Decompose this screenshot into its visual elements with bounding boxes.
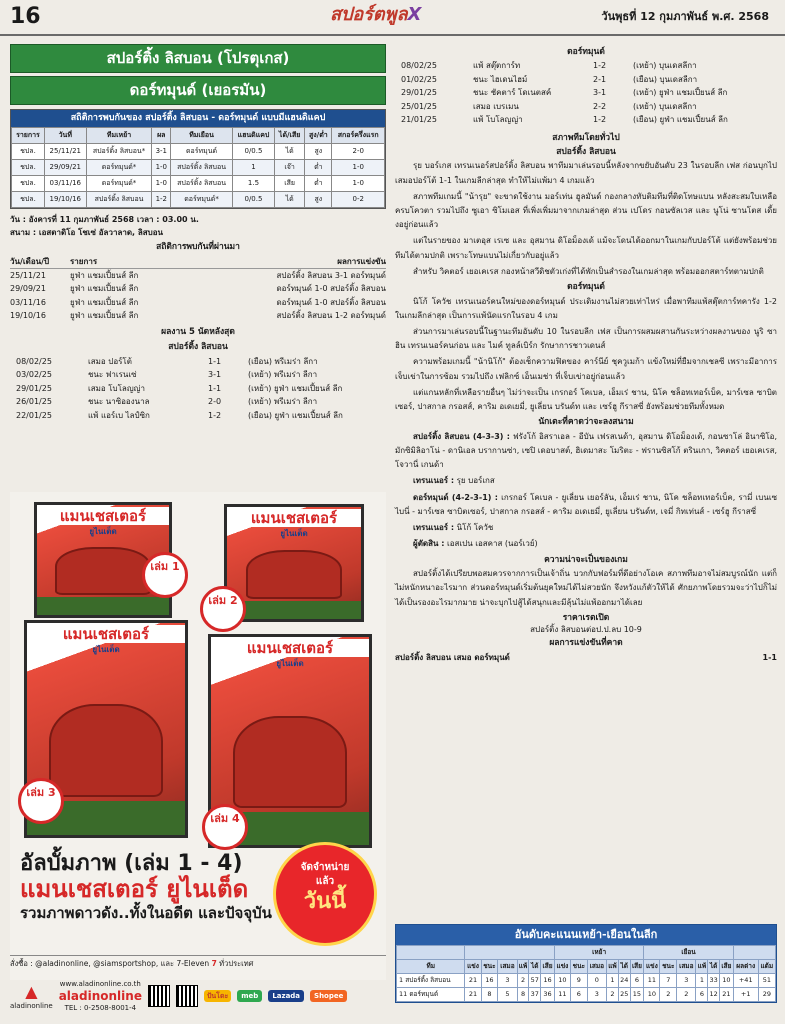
col-header: ทีมเยือน — [171, 127, 233, 143]
past-date: 19/10/16 — [10, 311, 46, 321]
price-value: สปอร์ติ้ง ลิสบอนต่อป.ป.ลบ 10-9 — [530, 625, 642, 635]
form-score: 3-1 — [593, 88, 607, 98]
player-figure — [246, 550, 343, 599]
form-date: 29/01/25 — [401, 88, 437, 98]
form-comp: (เหย้า) บุนเดสลีกา — [633, 61, 697, 71]
match-venue: สนาม : เอสตาดิโอ โชเซ่ อัลวาลาด, ลิสบอน — [10, 227, 163, 237]
list-item — [10, 269, 386, 283]
cell: เสีย — [275, 175, 305, 191]
page-number: 16 — [10, 4, 41, 29]
aladin-contact — [59, 980, 142, 1013]
col-header: แพ้ — [607, 959, 619, 973]
volume-badge-1: เล่ม 1 — [142, 552, 188, 598]
cell: สูง — [305, 191, 332, 207]
list-item — [395, 73, 777, 87]
handicap-stats-table — [11, 127, 385, 208]
col-header: เสมอ — [677, 959, 696, 973]
form-date: 22/01/25 — [16, 410, 52, 420]
col-header: ชนะ — [481, 959, 498, 973]
group-header-home: เหย้า — [554, 945, 643, 959]
brand-main: สปอร์ตพูล — [330, 4, 408, 25]
cell: 2 — [517, 973, 529, 987]
away-team-banner: ดอร์ทมุนด์ (เยอรมัน) — [10, 76, 386, 105]
player-figure — [49, 704, 163, 797]
col-header: ทีมเหย้า — [86, 127, 152, 143]
coach-label: เทรนเนอร์ : — [413, 476, 455, 486]
col-header: สูง/ต่ำ — [305, 127, 332, 143]
form-score: 2-1 — [593, 74, 607, 84]
form-result: แพ้ สตุ๊ตการ์ท — [473, 61, 521, 71]
form-score: 1-2 — [208, 410, 222, 420]
cell: 6 — [630, 973, 644, 987]
aladin-logo — [10, 982, 53, 1011]
cell: ได้ — [275, 191, 305, 207]
form-result: ชนะ ฟาเรนเซ่ — [88, 370, 137, 380]
album-team-name: แมนเชสเตอร์ ยูไนเต็ด — [20, 875, 249, 903]
col-header: ผล — [152, 127, 171, 143]
sticker-line-2: แล้ว — [315, 876, 335, 887]
cell: 29 — [758, 987, 775, 1001]
table-row — [12, 191, 385, 207]
cell: ดอร์ทมุนด์* — [171, 191, 233, 207]
pando-logo: ปันโดะ — [204, 990, 231, 1003]
cell: 0 — [587, 973, 606, 987]
cell: 33 — [708, 973, 720, 987]
list-item — [395, 114, 777, 128]
past-result: สปอร์ติ้ง ลิสบอน 1-2 ดอร์ทมุนด์ — [276, 311, 386, 321]
form-result: เสมอ โบโลญญ่า — [88, 383, 145, 393]
col-header: ชนะ — [570, 959, 587, 973]
past-result: ดอร์ทมุนด์ 1-0 สปอร์ติ้ง ลิสบอน — [276, 297, 386, 307]
sporting-paragraph: สภาพทีมเกมนี้ "น้ารุย" จะขาดใช้งาน มอร์เท่น ฮูลมันด์ กองกลางทับติมทีมที่ติดโทษแบน หลังสะสมใบเหลือครบโควตา รวมไปถึง ซูเอา ซิโมเอส ที่เพิ่งเพิ่มมาจากเกมล่าสุด ส่วน เปโดร กอนซัลเวส และ นูโน่ ซานโตส เดี้ยงอยู่ก่อนแล้ว — [395, 191, 777, 230]
cell: 9 — [570, 973, 587, 987]
col-header: ได้ — [618, 959, 630, 973]
cell: 21 — [465, 987, 481, 1001]
cell: 11 — [644, 973, 660, 987]
list-item — [395, 87, 777, 101]
sporting-coach — [395, 474, 777, 488]
cell: 25/11/21 — [44, 143, 86, 159]
col-header: แข่ง — [465, 959, 481, 973]
past-comp: ยูฟ่า แชมเปี้ยนส์ ลีก — [70, 297, 139, 307]
sporting-lineup-players: ฟรังโก้ อิสราเอล - อีบัน เฟรสเนด้า, อุสมาน ดิโอม็องเด้, กอนซาโล่ อินาซิโอ, มักซิมิลิอาโน่ - ดานิเอล บรากานซ่า, เซปิ เดอบาสต์, ฮิเดมาสะ โมริตะ - ฟรานซิสโก้ ตรินเกา, วิคตอร์ เยอเคเรส, โจวานี่ เกนด้า — [395, 431, 777, 470]
col-header: วันที่ — [44, 127, 86, 143]
form-result: เสมอ ปอร์โต้ — [88, 356, 132, 366]
dortmund-paragraph: ส่วนการมาเล่นรอบนี้ในฐานะทีมอันดับ 10 ในรอบลีก เฟส เป็นการผสมผสานกันระหว่างผลงานของ นูริ ซาฮิน เทรนเนอร์คนก่อน และ ไมค์ ทูลล์เบิร์ก รักษาการชาวเดนส์ — [395, 327, 777, 351]
issue-date: วันพุธที่ 12 กุมภาพันธ์ พ.ศ. 2568 — [601, 10, 769, 23]
cell: ดอร์ทมุนด์ — [171, 143, 233, 159]
past-result: ดอร์ทมุนด์ 1-0 สปอร์ติ้ง ลิสบอน — [276, 284, 386, 294]
qr-code-icon — [148, 985, 170, 1007]
prediction-text: สปอร์ติ้ง ลิสบอน เสมอ ดอร์ทมุนด์ — [395, 652, 510, 662]
cell: 6 — [570, 987, 587, 1001]
cell: 10 — [644, 987, 660, 1001]
form-comp: (เยือน) ยูฟ่า แชมเปี้ยนส์ ลีก — [248, 410, 343, 420]
cell: 7 — [660, 973, 677, 987]
cell: 37 — [529, 987, 541, 1001]
form-score: 2-0 — [208, 397, 222, 407]
sporting-paragraph: รุย บอร์เกส เทรนเนอร์สปอร์ติ้ง ลิสบอน พาทีมมาเล่นรอบนี้หลังจากขยับอันดับ 23 ในรอบลีก เฟส ก่อนบุกไปเสมอปอร์โต้ 1-1 ในเกมลีกล่าสุด ทำให้ไม่แพ้มา 4 เกมแล้ว — [395, 161, 777, 185]
col-header: ชนะ — [660, 959, 677, 973]
col-header: เสีย — [719, 959, 733, 973]
lazada-logo: Lazada — [268, 990, 304, 1003]
coach-label: เทรนเนอร์ : — [413, 523, 455, 533]
col-header: แต้ม — [758, 959, 775, 973]
cell: 57 — [529, 973, 541, 987]
col-header: แฮนดิแคป — [232, 127, 274, 143]
outlook-title: ความน่าจะเป็นของเกม — [544, 554, 628, 565]
list-item — [10, 309, 386, 323]
sporting-section-title: สปอร์ติ้ง ลิสบอน — [556, 146, 616, 157]
form-comp: (เยือน) ยูฟ่า แชมเปี้ยนส์ ลีก — [633, 115, 728, 125]
cell: 2 — [607, 987, 619, 1001]
cell: สูง — [305, 143, 332, 159]
cell: ชปล. — [12, 175, 45, 191]
col-header: เสมอ — [498, 959, 517, 973]
cell: 10 — [554, 973, 570, 987]
past-result: สปอร์ติ้ง ลิสบอน 3-1 ดอร์ทมุนด์ — [276, 270, 386, 280]
col-header: ได้ — [529, 959, 541, 973]
past-meetings-title: สถิติการพบกันที่ผ่านมา — [156, 241, 240, 252]
cell: 0-2 — [332, 191, 385, 207]
cell: 1 — [232, 159, 274, 175]
form-comp: (เยือน) บุนเดสลีกา — [633, 74, 698, 84]
cell: ชปล. — [12, 191, 45, 207]
shopee-logo: Shopee — [310, 990, 347, 1003]
cell: 1-0 — [332, 159, 385, 175]
cell: ได้ — [275, 143, 305, 159]
cell: 3 — [677, 973, 696, 987]
page-header — [0, 0, 785, 36]
player-figure — [55, 547, 150, 595]
order-text: สั่งซื้อ : @aladinonline, @siamsportshop, และ 7-Eleven — [10, 959, 210, 968]
col-header: แข่ง — [554, 959, 570, 973]
list-item — [10, 409, 386, 423]
cell: 1-0 — [152, 159, 171, 175]
form-result: ชนะ ชัคตาร์ โดเนตสค์ — [473, 88, 552, 98]
form-date: 21/01/25 — [401, 115, 437, 125]
group-header — [465, 945, 554, 959]
volume-badge-4: เล่ม 4 — [202, 804, 248, 850]
sporting-lineup-label: สปอร์ติ้ง ลิสบอน (4-3-3) : — [413, 431, 510, 441]
col-header: แพ้ — [517, 959, 529, 973]
volume-badge-3: เล่ม 3 — [18, 778, 64, 824]
cell: 25 — [618, 987, 630, 1001]
sporting-paragraph: สำหรับ วิคตอร์ เยอเคเรส กองหน้าสวีดิชตัวเก่งที่ได้พักเป็นสำรองในเกมล่าสุด พร้อมออกสตาร์ทตามปกติ — [413, 266, 764, 276]
cell: ชปล. — [12, 143, 45, 159]
prediction-score: 1-1 — [762, 652, 777, 662]
form-result: ชนะ ไฮเดนไฮม์ — [473, 74, 528, 84]
cell: ชปล. — [12, 159, 45, 175]
group-header-away: เยือน — [644, 945, 733, 959]
past-comp: ยูฟ่า แชมเปี้ยนส์ ลีก — [70, 270, 139, 280]
aladin-a-icon: ▲ — [25, 981, 38, 1001]
dortmund-section-title: ดอร์ทมุนด์ — [567, 282, 605, 292]
cell: 6 — [696, 987, 708, 1001]
sticker-line-1: จัดจำหน่าย — [300, 862, 350, 873]
cell: 11 — [554, 987, 570, 1001]
past-meetings-header — [10, 255, 386, 269]
past-comp: ยูฟ่า แชมเปี้ยนส์ ลีก — [70, 311, 139, 321]
col-header: เสีย — [541, 959, 555, 973]
prediction-row — [395, 651, 777, 665]
album-tagline: รวมภาพดาวดัง..ทั้งในอดีต และปัจจุบัน — [20, 904, 272, 922]
form-result: เสมอ เบรเมน — [473, 101, 519, 111]
cover-title: แมนเชสเตอร์ — [211, 639, 369, 657]
cell: สปอร์ติ้ง ลิสบอน — [86, 191, 152, 207]
form-comp: (เหย้า) พรีเมร่า ลีกา — [248, 370, 318, 380]
match-datetime: วัน : อังคารที่ 11 กุมภาพันธ์ 2568 เวลา : 03.00 น. — [10, 214, 199, 224]
form-date: 08/02/25 — [401, 61, 437, 71]
cell: 2 — [660, 987, 677, 1001]
cover-subtitle: ยูไนเต็ด — [89, 527, 117, 536]
cell: 1 — [696, 973, 708, 987]
referee-name: เอสเปน เอสคาส (นอร์เวย์) — [446, 539, 538, 549]
form-comp: (เหย้า) พรีเมร่า ลีกา — [248, 397, 318, 407]
cell: 1-0 — [152, 175, 171, 191]
dortmund-lineup-players: เกรกอร์ โคเบล - ยูเลี่ยน เยอร์ลัน, เอ็มเร่ ชาน, นิโค ชล็อทเทอร์เบ็ค, รามี่ เบนเซไบนี่ - มาร์เซล ซาบิตเซอร์, ปาสกาล กรอสส์ - คาริม อเดเยมี่, ยูเลี่ยน บรันด์ท, เจมี่ กิทเท่นส์ - เซร์ฮู กีราสซี่ — [395, 492, 778, 516]
form-score: 1-2 — [593, 115, 607, 125]
cell: 12 — [708, 987, 720, 1001]
brand-logo — [330, 4, 421, 27]
cell: 1 — [607, 973, 619, 987]
form-comp: (เหย้า) บุนเดสลีกา — [633, 101, 697, 111]
cell: 3 — [587, 987, 606, 1001]
qr-code-icon — [176, 985, 198, 1007]
cell: 24 — [618, 973, 630, 987]
header-comp: รายการ — [70, 256, 98, 266]
col-header: ได้ — [708, 959, 720, 973]
dortmund-form-title: ดอร์ทมุนด์ — [567, 47, 605, 57]
cell: ต่ำ — [305, 159, 332, 175]
right-column — [395, 44, 777, 665]
pitch-strip — [227, 601, 361, 619]
league-standings-title: อันดับคะแนนเหย้า-เยือนในลีก — [396, 925, 776, 945]
cell: 51 — [758, 973, 775, 987]
form-comp: (เยือน) พรีเมร่า ลีกา — [248, 356, 318, 366]
cell: 0/0.5 — [232, 191, 274, 207]
meb-logo: meb — [237, 990, 262, 1003]
dortmund-paragraph: ความพร้อมเกมนี้ "น้านิโก้" ต้องเช็กความฟิตของ คาร์นีย์ ชุควูเมก้า แข้งใหม่ที่ยืมจากเชลซี เพราะมีอาการเจ็บเข่าในการซ้อม รวมไปถึง เฟลิกซ์ เอ็นเมช่า ที่เจ็บเข่าอยู่ก่อนแล้ว — [395, 357, 777, 381]
volume-badge-2: เล่ม 2 — [200, 586, 246, 632]
outlook-paragraph: สปอร์ติ้งได้เปรียบพอสมควรจากการเป็นเจ้าถิ่น บวกกับฟอร์มที่ดีอย่างโอเค สภาพทีมอาจไม่สมบูรณ์นัก แต่ก็ไม่หนักหนาอะไรมาก ส่วนดอร์ทมุนด์เริ่มต้นยุคใหม่ได้ไม่สวยนัก จึงหวังแก้ตัวให้ได้ ศักยภาพโดยรวมจะว่าไปก็ไม่ได้เป็นรองอะไรมากมาย น่าจะบุกไปสู้ได้สนุกและมีลุ้นไม่แพ้ออกมาได้เลย — [395, 569, 777, 607]
coach-name: รุย บอร์เกส — [456, 476, 495, 486]
brand-x: X — [407, 4, 422, 25]
past-date: 29/09/21 — [10, 284, 46, 294]
col-header: ผลต่าง — [733, 959, 758, 973]
list-item — [10, 296, 386, 310]
group-header — [397, 945, 465, 959]
cell: สปอร์ติ้ง ลิสบอน — [171, 175, 233, 191]
list-item — [395, 100, 777, 114]
form-date: 03/02/25 — [16, 370, 52, 380]
header-result: ผลการแข่งขัน — [337, 256, 386, 266]
table-row — [397, 973, 776, 987]
dortmund-coach — [395, 521, 777, 535]
past-comp: ยูฟ่า แชมเปี้ยนส์ ลีก — [70, 284, 139, 294]
cell: 15 — [630, 987, 644, 1001]
cell: 0/0.5 — [232, 143, 274, 159]
cover-title: แมนเชสเตอร์ — [227, 509, 361, 527]
cell: ต่ำ — [305, 175, 332, 191]
past-date: 25/11/21 — [10, 270, 46, 280]
form-comp: (เหย้า) ยูฟ่า แชมเปี้ยนส์ ลีก — [248, 383, 343, 393]
list-item — [10, 382, 386, 396]
aladin-site: www.aladinonline.co.th — [59, 979, 141, 988]
list-item — [10, 396, 386, 410]
cell: 10 — [719, 973, 733, 987]
aladin-wordmark: aladinonline — [58, 988, 142, 1003]
cell: สปอร์ติ้ง ลิสบอน — [171, 159, 233, 175]
form-score: 1-2 — [593, 61, 607, 71]
lineup-title: นักเตะที่คาดว่าจะลงสนาม — [538, 417, 634, 428]
group-header — [733, 945, 775, 959]
cover-subtitle: ยูไนเต็ด — [280, 529, 308, 538]
referee-label: ผู้ตัดสิน : — [413, 539, 445, 549]
sporting-paragraph: แต่ในรายของ มาเตอุส เรเซ และ อุสมาน ดิโอม็องเด้ แม้จะโดนได้ออกมาในเกมกับปอร์โต้ แต่ยังพร้อมช่วยทีมได้ตามปกติ เพราะโทษแบนไม่เกี่ยวกับอยู่แล้ว — [395, 236, 777, 260]
form-date: 26/01/25 — [16, 397, 52, 407]
form-title: ผลงาน 5 นัดหลังสุด — [161, 326, 235, 337]
list-item — [10, 355, 386, 369]
col-header: เสีย — [630, 959, 644, 973]
team-cell: 11 ดอร์ทมุนด์ — [397, 987, 465, 1001]
referee — [395, 537, 777, 551]
player-figure — [233, 716, 347, 808]
form-comp: (เหย้า) ยูฟ่า แชมเปี้ยนส์ ลีก — [633, 88, 728, 98]
col-header: ทีม — [397, 959, 465, 973]
col-header: แข่ง — [644, 959, 660, 973]
pitch-strip — [37, 597, 169, 615]
cell: 3-1 — [152, 143, 171, 159]
cover-title: แมนเชสเตอร์ — [27, 625, 185, 643]
form-score: 3-1 — [208, 370, 222, 380]
sticker-line-3: วันนี้ — [303, 889, 347, 914]
cell: 2-0 — [332, 143, 385, 159]
table-row — [397, 987, 776, 1001]
available-now-sticker — [273, 842, 377, 946]
form-result: แพ้ โบโลญญ่า — [473, 115, 523, 125]
aladin-label: aladinonline — [10, 1001, 53, 1010]
album-title: อัลบั้มภาพ (เล่ม 1 - 4) — [20, 851, 243, 876]
order-channels — [10, 955, 386, 968]
cell: 21 — [465, 973, 481, 987]
cell: 8 — [481, 987, 498, 1001]
header-date: วัน/เดือน/ปี — [10, 256, 50, 266]
cell: 1-0 — [332, 175, 385, 191]
cell: 2 — [677, 987, 696, 1001]
col-header: รายการ — [12, 127, 45, 143]
order-tail: ทั่วประเทศ — [219, 959, 254, 968]
cell: +1 — [733, 987, 758, 1001]
match-info — [10, 215, 386, 238]
form-team: สปอร์ติ้ง ลิสบอน — [168, 341, 228, 352]
cell: 8 — [517, 987, 529, 1001]
cover-subtitle: ยูไนเต็ด — [276, 659, 304, 668]
table-row — [12, 159, 385, 175]
cover-title: แมนเชสเตอร์ — [37, 507, 169, 525]
cell: 03/11/16 — [44, 175, 86, 191]
cell: 5 — [498, 987, 517, 1001]
form-score: 1-1 — [208, 383, 222, 393]
cell: สปอร์ติ้ง ลิสบอน* — [86, 143, 152, 159]
cell: ดอร์ทมุนด์* — [86, 159, 152, 175]
general-title: สภาพทีมโดยทั่วไป — [552, 133, 620, 144]
seven-eleven-icon: 7 — [211, 959, 217, 968]
col-header: ได้/เสีย — [275, 127, 305, 143]
cell: 19/10/16 — [44, 191, 86, 207]
team-cell: 1 สปอร์ติ้ง ลิสบอน — [397, 973, 465, 987]
list-item — [10, 369, 386, 383]
col-header: แพ้ — [696, 959, 708, 973]
home-team-banner: สปอร์ติ้ง ลิสบอน (โปรตุเกส) — [10, 44, 386, 73]
cell: ดอร์ทมุนด์* — [86, 175, 152, 191]
form-date: 29/01/25 — [16, 383, 52, 393]
cell: 36 — [541, 987, 555, 1001]
form-score: 2-2 — [593, 101, 607, 111]
league-standings-box — [395, 924, 777, 1003]
handicap-stats-box — [10, 109, 386, 209]
cell: 16 — [541, 973, 555, 987]
form-result: ชนะ นาซิอองนาล — [88, 397, 150, 407]
form-result: แพ้ แอร์เบ ไลป์ซิก — [88, 410, 150, 420]
dortmund-paragraph: นิโก้ โควัช เทรนเนอร์คนใหม่ของดอร์ทมุนด์ ประเดิมงานไม่สวยเท่าไหร่ เมื่อพาทีมแพ้สตุ๊ตการ์ทคารัง 1-2 ในเกมลีกล่าสุด เป็นการแพ้นัดแรกในรอบ 4 เกม — [395, 296, 777, 320]
cell: 1-2 — [152, 191, 171, 207]
form-date: 01/02/25 — [401, 74, 437, 84]
past-date: 03/11/16 — [10, 297, 46, 307]
aladin-tel: TEL : 0-2508-8001-4 — [64, 1003, 137, 1012]
prediction-title: ผลการแข่งขันที่คาด — [549, 638, 623, 649]
cell: 3 — [498, 973, 517, 987]
league-standings-table — [396, 945, 776, 1002]
handicap-stats-title: สถิติการพบกันของ สปอร์ติ้ง ลิสบอน - ดอร์ทมุนด์ แบบมีแฮนดิแคป — [11, 110, 385, 127]
cell: 16 — [481, 973, 498, 987]
cover-subtitle: ยูไนเต็ด — [92, 645, 120, 654]
cell: 21 — [719, 987, 733, 1001]
col-header: สกอร์ครึ่งแรก — [332, 127, 385, 143]
cell: เจ๊า — [275, 159, 305, 175]
table-row — [12, 175, 385, 191]
form-score: 1-1 — [208, 356, 222, 366]
cell: 1.5 — [232, 175, 274, 191]
coach-name: นิโก้ โควัช — [456, 523, 494, 533]
dortmund-lineup-label: ดอร์ทมุนด์ (4-2-3-1) : — [413, 492, 498, 502]
form-date: 25/01/25 — [401, 101, 437, 111]
table-row — [12, 143, 385, 159]
sporting-lineup — [395, 430, 777, 473]
price-title: ราคาเรตเปิด — [562, 612, 610, 623]
form-date: 08/02/25 — [16, 356, 52, 366]
cell: 29/09/21 — [44, 159, 86, 175]
list-item — [10, 282, 386, 296]
seller-logos — [10, 972, 386, 1020]
cell: +41 — [733, 973, 758, 987]
col-header: เสมอ — [587, 959, 606, 973]
left-column — [10, 44, 386, 423]
dortmund-lineup — [395, 491, 777, 519]
dortmund-paragraph: แต่แกนหลักที่เหลือรายอื่นๆ ไม่ว่าจะเป็น เกรกอร์ โคเบล, เอ็มเร่ ชาน, นิโค ชล็อทเทอร์เบ็ค, มาร์เซล ซาบิตเซอร์, ปาสกาล กรอสส์, คาริม อเดเยมี่, ยูเลี่ยน บรันด์ท และ เซร์ฮู กีราสซี่ ยังพร้อมช่วยทีมทั้งหมด — [395, 387, 777, 412]
list-item — [395, 60, 777, 74]
